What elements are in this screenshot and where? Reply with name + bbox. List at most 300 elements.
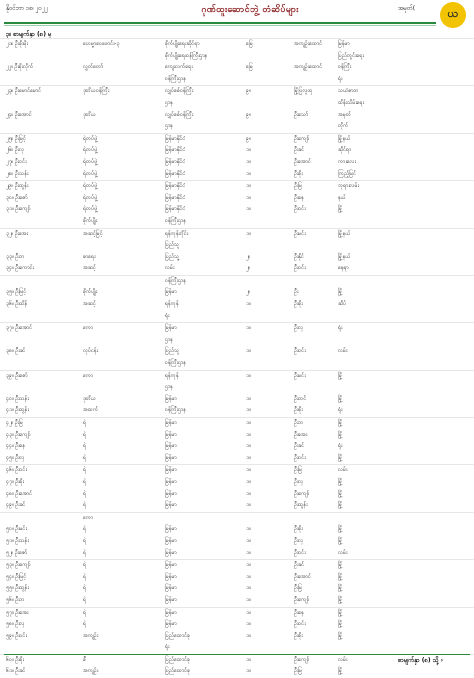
list-item: [0, 169, 474, 181]
cell-6: ဆိုင်ရာ: [338, 147, 352, 154]
cell-3: မြန်မာ: [165, 443, 177, 450]
cell-5: ဦးတင်: [294, 395, 307, 402]
cell-4: ၂။: [246, 289, 251, 296]
cell-4: ၁။: [246, 562, 251, 569]
cell-6: နေရာ: [338, 265, 349, 272]
cell-6: မြို့: [338, 206, 343, 213]
cell-3: မြန်မာ: [165, 490, 177, 497]
cell-3: မြန်မာနိုင်ငံ: [165, 183, 186, 190]
cell-6: ရုံး: [338, 75, 343, 82]
cell-5: ဦးစိုး: [294, 407, 303, 414]
cell-5: ဦးကျော်: [294, 135, 310, 142]
cell-6: ကြည့်မြင်: [338, 170, 357, 177]
cell-6: လမ်း: [338, 549, 348, 556]
cell-5: အကျဉ်းထောင်: [294, 64, 323, 71]
list-item: [0, 62, 474, 74]
cell-2: အဆင့်: [83, 265, 96, 272]
list-item: [0, 453, 474, 465]
list-item: [0, 500, 474, 512]
cell-6: မြို့: [338, 537, 343, 544]
cell-2: ရဲ: [83, 573, 87, 580]
cell-3: မြန်မာ: [165, 395, 177, 402]
cell-2: လုပ်ငန်း: [83, 348, 99, 355]
page-footer: [0, 654, 474, 666]
list-item: [0, 572, 474, 584]
cell-2: ဒုတိယ: [83, 111, 97, 118]
cell-6: မြို့နယ်: [338, 253, 351, 260]
cell-1: ၂၈။ ဦးသန်း: [6, 170, 29, 177]
cell-5: ဦးမြ: [294, 668, 303, 675]
cell-4: ၁။: [246, 420, 251, 426]
list-item: [0, 228, 474, 241]
cell-3: မြန်မာ: [165, 549, 177, 556]
logo-letter: ယ: [447, 7, 459, 20]
cell-1: ၃၆။ ဦးထိန်: [6, 301, 28, 308]
cell-3: မြန်မာ: [165, 573, 177, 580]
cell-6: လမ်း: [338, 656, 348, 663]
cell-6: မြို့: [338, 431, 343, 438]
cell-4: ၁။: [246, 549, 251, 556]
cell-3: ဌာန: [165, 384, 173, 391]
list-item: [0, 121, 474, 133]
list-item: [0, 133, 474, 146]
page-title: ဂုဏ်ထူးဆောင်ဘွဲ့ တံဆိပ်များ: [201, 5, 299, 15]
cell-6: မြို့နယ်: [338, 230, 351, 237]
cell-2: ရဲတပ်ဖွဲ့: [83, 170, 98, 177]
cell-1: ၄၃။ ဦးကျော်: [6, 431, 31, 438]
cell-2: ရဲ: [83, 443, 87, 450]
cell-2: ရဲ: [83, 609, 87, 616]
cell-3: စိုက်ပျိုးရေးဆိုင်ရာ: [165, 41, 200, 47]
cell-3: ပြည်သူ: [165, 348, 180, 355]
list-item: [0, 405, 474, 417]
cell-2: ဒုတိယ: [83, 395, 97, 402]
cell-6: ပြည်တွင်းရေး: [338, 52, 364, 59]
cell-6: ရုံး: [338, 407, 343, 414]
cell-3: မြန်မာ: [165, 454, 177, 461]
cell-1: ၅၁။ ဦးသန်း: [6, 537, 29, 544]
cell-6: အမှတ်: [338, 111, 352, 118]
cell-1: ၅၈။ ဦးလှ: [6, 621, 25, 628]
list-item: [0, 216, 474, 228]
cell-6: မြို့: [338, 585, 343, 592]
cell-2: ရဲ: [83, 478, 87, 485]
newspaper-logo-icon: [440, 2, 466, 28]
cell-2: ရဲ: [83, 562, 87, 569]
cell-4: ၁။: [246, 656, 251, 663]
cell-5: ဦးလှ: [294, 325, 304, 332]
cell-3: မြန်မာ: [165, 289, 177, 296]
cell-4: ၁။: [246, 621, 251, 628]
cell-5: ဦးဘ: [294, 420, 304, 426]
cell-6: မြို့: [338, 490, 343, 497]
cell-6: မြို့: [338, 289, 343, 296]
cell-1: ၅၆။ ဦးဘ: [6, 596, 25, 603]
list-item: [0, 394, 474, 406]
cell-3: ရန်ကုန်: [165, 301, 179, 308]
cell-4: ၁။: [246, 585, 251, 592]
cell-1: ၃၀။ ဦးဇော်: [6, 194, 28, 201]
cell-6: မြို့: [338, 668, 343, 675]
cell-2: ရဲတပ်ဖွဲ့: [83, 183, 98, 190]
cell-1: ၄၀။ ဦးသန်း: [6, 395, 29, 402]
cell-1: ၂၃။ ဦးမောင်မောင်: [6, 88, 42, 95]
cell-2: ရဲတပ်ဖွဲ့: [83, 194, 98, 201]
cell-1: ၄၉။ ဦးခင်: [6, 502, 26, 509]
header-issue: အမှတ်(: [398, 5, 416, 12]
cell-3: လမ်း: [165, 265, 175, 272]
cell-4: ၁။: [246, 478, 251, 485]
cell-2: ရဲ: [83, 454, 87, 461]
cell-6: မြို့: [338, 609, 343, 616]
cell-4: မြေ: [246, 64, 253, 71]
cell-5: ဦးလှ: [294, 537, 304, 544]
cell-6: မြို့: [338, 632, 343, 639]
cell-2: ရဲတပ်ဖွဲ့: [83, 135, 98, 142]
cell-6: မြို့: [338, 596, 343, 603]
cell-3: ရုံး: [165, 644, 170, 651]
cell-5: ဦးအေး: [294, 431, 308, 438]
cell-3: ဝန်ကြီးဌာန: [165, 217, 186, 224]
list-item: [0, 85, 474, 98]
cell-3: မြန်မာနိုင်ငံ: [165, 170, 186, 177]
cell-4: ၁။: [246, 395, 251, 402]
list-item: [0, 204, 474, 216]
cell-2: ရဲ: [83, 585, 87, 592]
cell-3: မြန်မာ: [165, 526, 177, 533]
list-item: [0, 524, 474, 536]
cell-1: ၅၂။ ဦးဇော်: [6, 549, 28, 556]
cell-6: လမ်း: [338, 467, 348, 474]
list-item: [0, 512, 474, 525]
list-item: [0, 370, 474, 383]
cell-1: ၄၅။ ဦးလှ: [6, 454, 25, 461]
cell-3: ဌာန: [165, 123, 173, 130]
cell-4: ၁။: [246, 348, 251, 355]
list-item: [0, 346, 474, 358]
cell-1: ၅၅။ ဦးထွန်း: [6, 585, 29, 592]
cell-4: ၁။: [246, 668, 251, 675]
cell-1: ၂၅။ ဦးမြင့်: [6, 135, 27, 142]
cell-4: ၁။: [246, 526, 251, 533]
cell-6: ရုံး: [338, 325, 343, 332]
cell-2: ကော: [83, 514, 94, 521]
cell-5: ဦးဝင်း: [294, 348, 306, 355]
cell-3: မြန်မာ: [165, 585, 177, 592]
cell-4: ၂။: [246, 265, 251, 272]
cell-5: ဦးခင်: [294, 562, 305, 569]
cell-5: ဦးစိုး: [294, 632, 303, 639]
cell-5: ဦးမင်း: [294, 372, 306, 379]
cell-5: ဦးကျော်: [294, 656, 310, 663]
cell-3: မြန်မာ: [165, 502, 177, 509]
list-item: [0, 74, 474, 86]
list-item: [0, 583, 474, 595]
cell-6: မြို့: [338, 526, 343, 533]
cell-3: စိုက်ပျိုးရေးဝန်ကြီးဌာန: [165, 52, 208, 59]
cell-1: ၅၉။ ဦးဝင်း: [6, 632, 27, 639]
cell-2: ရဲတပ်ဖွဲ့: [83, 147, 98, 154]
cell-3: ဝန်ကြီးဌာန: [165, 75, 186, 82]
list-item: [0, 489, 474, 501]
header-date: နိုဝင်ဘာ ၁၈၊ ၂၀၂၂: [6, 5, 48, 12]
cell-1: ၃၉။ ဦးဇော်: [6, 372, 28, 379]
cell-5: ဦးဝင်း: [294, 549, 306, 556]
list-item: [0, 145, 474, 157]
cell-4: ၁။: [246, 596, 251, 603]
cell-3: မြန်မာ: [165, 478, 177, 485]
cell-4: ၁။: [246, 230, 251, 237]
header-rule: [4, 22, 436, 24]
list-item: [0, 607, 474, 620]
list-item: [0, 275, 474, 288]
cell-5: ဦးနေ: [294, 609, 304, 616]
cell-4: ၁။: [246, 454, 251, 461]
cell-4: ၁။: [246, 407, 251, 414]
cell-3: မြန်မာ: [165, 621, 177, 628]
cell-6: မြို့: [338, 454, 343, 461]
list-item: [0, 559, 474, 572]
cell-6: လမ်း: [338, 348, 348, 355]
cell-4: ၁။: [246, 194, 251, 201]
cell-1: ၂၂။ ဦးစိုးလိုက်: [6, 64, 34, 71]
cell-1: ၄၈။ ဦးအောင်: [6, 490, 33, 497]
list-item: [0, 417, 474, 430]
list-item: [0, 477, 474, 489]
cell-1: ၃၇။ ဦးအောင်: [6, 325, 33, 332]
list-item: [0, 252, 474, 264]
cell-2: အကျဉ်း: [83, 632, 99, 639]
cell-1: ၂၁။ ဦးစိုးမိုး: [6, 41, 28, 47]
cell-5: ဦးဝင်း: [294, 621, 306, 628]
cell-5: ဦးဝင်း: [294, 454, 306, 461]
cell-3: မြန်မာ: [165, 562, 177, 569]
list-item: [0, 110, 474, 122]
cell-4: ၉။: [246, 111, 251, 118]
cell-3: လျှပ်စစ်ဝန်ကြီး: [165, 88, 194, 95]
list-item: [0, 263, 474, 275]
cell-2: ရဲ: [83, 549, 87, 556]
cell-1: ၃၃။ ဦးဘ: [6, 253, 25, 260]
cell-2: ကော: [83, 325, 94, 332]
cell-3: ကျေးလက်ရေး: [165, 64, 193, 71]
cell-1: ၃၈။ ဦးခင်: [6, 348, 26, 355]
cell-3: မြန်မာ: [165, 596, 177, 603]
list-item: [0, 287, 474, 299]
cell-1: ၃၄။ ဦးကောင်း: [6, 265, 35, 272]
cell-2: ရဲ: [83, 467, 87, 474]
cell-3: ဌာန: [165, 336, 173, 343]
cell-6: ရုံး: [338, 443, 343, 450]
cell-4: ၁။: [246, 147, 251, 154]
cell-4: ၁။: [246, 372, 251, 379]
cell-4: ၉။: [246, 135, 251, 142]
cell-6: မြို့: [338, 372, 343, 379]
cell-3: ပြည်ထောင်စု: [165, 632, 191, 639]
section-heading: ၃။ စာမျက်နှာ (၈) မှ: [6, 31, 52, 38]
cell-2: အကျဉ်း: [83, 668, 99, 675]
cell-5: ဦးနေ: [294, 194, 304, 201]
cell-3: မြန်မာ: [165, 609, 177, 616]
cell-6: မြို့: [338, 420, 343, 426]
cell-2: ရဲတပ်ဖွဲ့: [83, 158, 98, 165]
cell-4: ၁။: [246, 609, 251, 616]
cell-3: ပြည်ထောင်စု: [165, 668, 191, 675]
cell-6: ဝန်ကြီး: [338, 64, 352, 71]
cell-1: ၃၂။ ဦးအေး: [6, 230, 29, 237]
cell-2: စီ: [83, 656, 86, 663]
cell-1: ၆၀။ ဦးစိုး: [6, 656, 24, 663]
cell-3: ဝန်ကြီးဌာန: [165, 407, 186, 414]
cell-2: ရဲ: [83, 526, 87, 533]
cell-3: မြန်မာနိုင်ငံ: [165, 147, 186, 154]
list-item: [0, 666, 474, 678]
cell-2: အဆင့်မြင့်: [83, 230, 103, 237]
list-item: [0, 382, 474, 394]
cell-3: ရုံး: [165, 312, 170, 319]
cell-1: ၄၁။ ဦးထွန်း: [6, 407, 29, 414]
cell-5: ဦးကျော်: [294, 490, 310, 497]
cell-1: ၅၄။ ဦးမြင့်: [6, 573, 27, 580]
cell-5: ဦးအောင်: [294, 573, 311, 580]
cell-3: လျှပ်စစ်ဝန်ကြီး: [165, 111, 194, 118]
cell-6: တိုက်: [338, 123, 349, 130]
cell-3: မြန်မာ: [165, 420, 177, 426]
cell-5: ဦးမြ: [294, 467, 303, 474]
cell-3: ရန်ကုန်တိုင်း: [165, 230, 189, 237]
cell-5: ဦးသော်: [294, 111, 309, 118]
cell-3: မြန်မာနိုင်ငံ: [165, 194, 186, 201]
list-item: [0, 38, 474, 51]
list-item: [0, 441, 474, 453]
cell-6: မြို့: [338, 395, 343, 402]
cell-5: ဦးထွန်း: [294, 502, 308, 509]
cell-6: နယ်: [338, 194, 346, 201]
cell-5: ဦးဝင်း: [294, 265, 306, 272]
cell-1: ၂၉။ ဦးထွန်း: [6, 183, 29, 190]
cell-5: ဦးမင်း: [294, 230, 306, 237]
cell-5: ဦးခင်: [294, 443, 305, 450]
cell-2: ရဲ: [83, 420, 87, 426]
cell-5: ဦးလှ: [294, 478, 304, 485]
cell-4: ၁။: [246, 490, 251, 497]
cell-6: ထိန်းသိမ်းရေး: [338, 99, 364, 106]
cell-3: ရန်ကုန်: [165, 372, 179, 379]
cell-3: ပြည်သူ: [165, 242, 180, 249]
cell-5: ဦးမြ: [294, 183, 303, 190]
cell-4: ၁။: [246, 502, 251, 509]
cell-2: ရဲ: [83, 490, 87, 497]
cell-4: ၁။: [246, 183, 251, 190]
cell-3: မြန်မာ: [165, 537, 177, 544]
footer-rule: [4, 654, 470, 655]
cell-2: လွှတ်တော်: [83, 64, 104, 71]
cell-6: ဘုရားလမ်း: [338, 183, 360, 190]
cell-4: ၁။: [246, 158, 251, 165]
cell-2: အဆင့်: [83, 301, 96, 308]
cell-3: ဝန်ကြီးဌာန: [165, 277, 186, 284]
cell-5: အကျဉ်းထောင်: [294, 41, 323, 47]
cell-2: ရဲ: [83, 537, 87, 544]
cell-5: ဦး: [294, 289, 299, 296]
cell-5: ဦးအောင်: [294, 158, 311, 165]
cell-4: ၁။: [246, 632, 251, 639]
header-rule-secondary: [4, 25, 436, 26]
cell-2: စာရေး: [83, 253, 96, 260]
list-item: [0, 631, 474, 643]
cell-4: ၁။: [246, 325, 251, 332]
cell-3: မြန်မာနိုင်ငံ: [165, 206, 186, 213]
cell-3: ဌာန: [165, 99, 173, 106]
cell-2: ဒုတိယဝန်ကြီး: [83, 88, 110, 95]
cell-1: ၅၀။ ဦးမင်း: [6, 526, 27, 533]
list-item: [0, 548, 474, 560]
cell-3: ပြည်သူ့: [165, 253, 180, 260]
list-item: [0, 430, 474, 442]
cell-2: ရဲ: [83, 431, 87, 438]
cell-6: သယံဇာတ: [338, 88, 359, 95]
cell-4: ၁။: [246, 467, 251, 474]
cell-4: မြေ: [246, 41, 253, 47]
cell-1: ၄၇။ ဦးစိုး: [6, 478, 24, 485]
list-item: [0, 642, 474, 654]
list-item: [0, 322, 474, 335]
cell-3: မြန်မာနိုင်ငံ: [165, 158, 186, 165]
cell-5: ဦးစိုး: [294, 526, 303, 533]
cell-3: မြန်မာ: [165, 467, 177, 474]
list-item: [0, 311, 474, 323]
cell-1: ၄၄။ ဦးနေ: [6, 443, 26, 450]
cell-6: မြို့: [338, 478, 343, 485]
continued-label: စာမျက်နှာ (၈) သို့ ›: [398, 657, 444, 664]
cell-2: ဟေမ္မာဝေဖောင်း-၃: [83, 41, 120, 47]
list-item: [0, 193, 474, 205]
cell-5: ဦးဝင်း: [294, 206, 306, 213]
list-item: [0, 299, 474, 311]
cell-2: ရဲတပ်ဖွဲ့: [83, 206, 98, 213]
cell-6: မြို့နယ်: [338, 135, 351, 142]
cell-1: ၅၃။ ဦးကျော်: [6, 562, 31, 569]
cell-4: ၁။: [246, 206, 251, 213]
cell-1: ၂၆။ ဦးလှ: [6, 147, 25, 154]
list-item: [0, 536, 474, 548]
cell-4: ၁။: [246, 431, 251, 438]
cell-5: ဦးခင်: [294, 147, 305, 154]
cell-3: မြန်မာ: [165, 431, 177, 438]
cell-4: ၁။: [246, 170, 251, 177]
cell-2: စိုက်ပျိုး: [83, 217, 98, 224]
cell-1: ၆၁။ ဦးခင်: [6, 668, 26, 675]
list-item: [0, 98, 474, 110]
awardee-list: [0, 38, 474, 678]
cell-5: ဦးမြ: [294, 585, 303, 592]
list-item: [0, 595, 474, 607]
list-item: [0, 51, 474, 63]
cell-3: မြန်မာနိုင်ငံ: [165, 135, 186, 142]
cell-5: ဦးကျော်: [294, 596, 310, 603]
cell-3: မြန်မာ: [165, 325, 177, 332]
list-item: [0, 335, 474, 347]
list-item: [0, 358, 474, 370]
list-item: [0, 180, 474, 193]
cell-6: ဆိပ်: [338, 301, 347, 308]
cell-5: မြို့ပြလူထု: [294, 88, 313, 95]
cell-3: ဝန်ကြီးဌာန: [165, 360, 186, 367]
cell-1: ၄၂။ ဦးမြ: [6, 420, 24, 426]
cell-1: ၂၇။ ဦးဝင်း: [6, 158, 27, 165]
cell-2: ကော: [83, 372, 94, 379]
cell-4: ၁။: [246, 301, 251, 308]
